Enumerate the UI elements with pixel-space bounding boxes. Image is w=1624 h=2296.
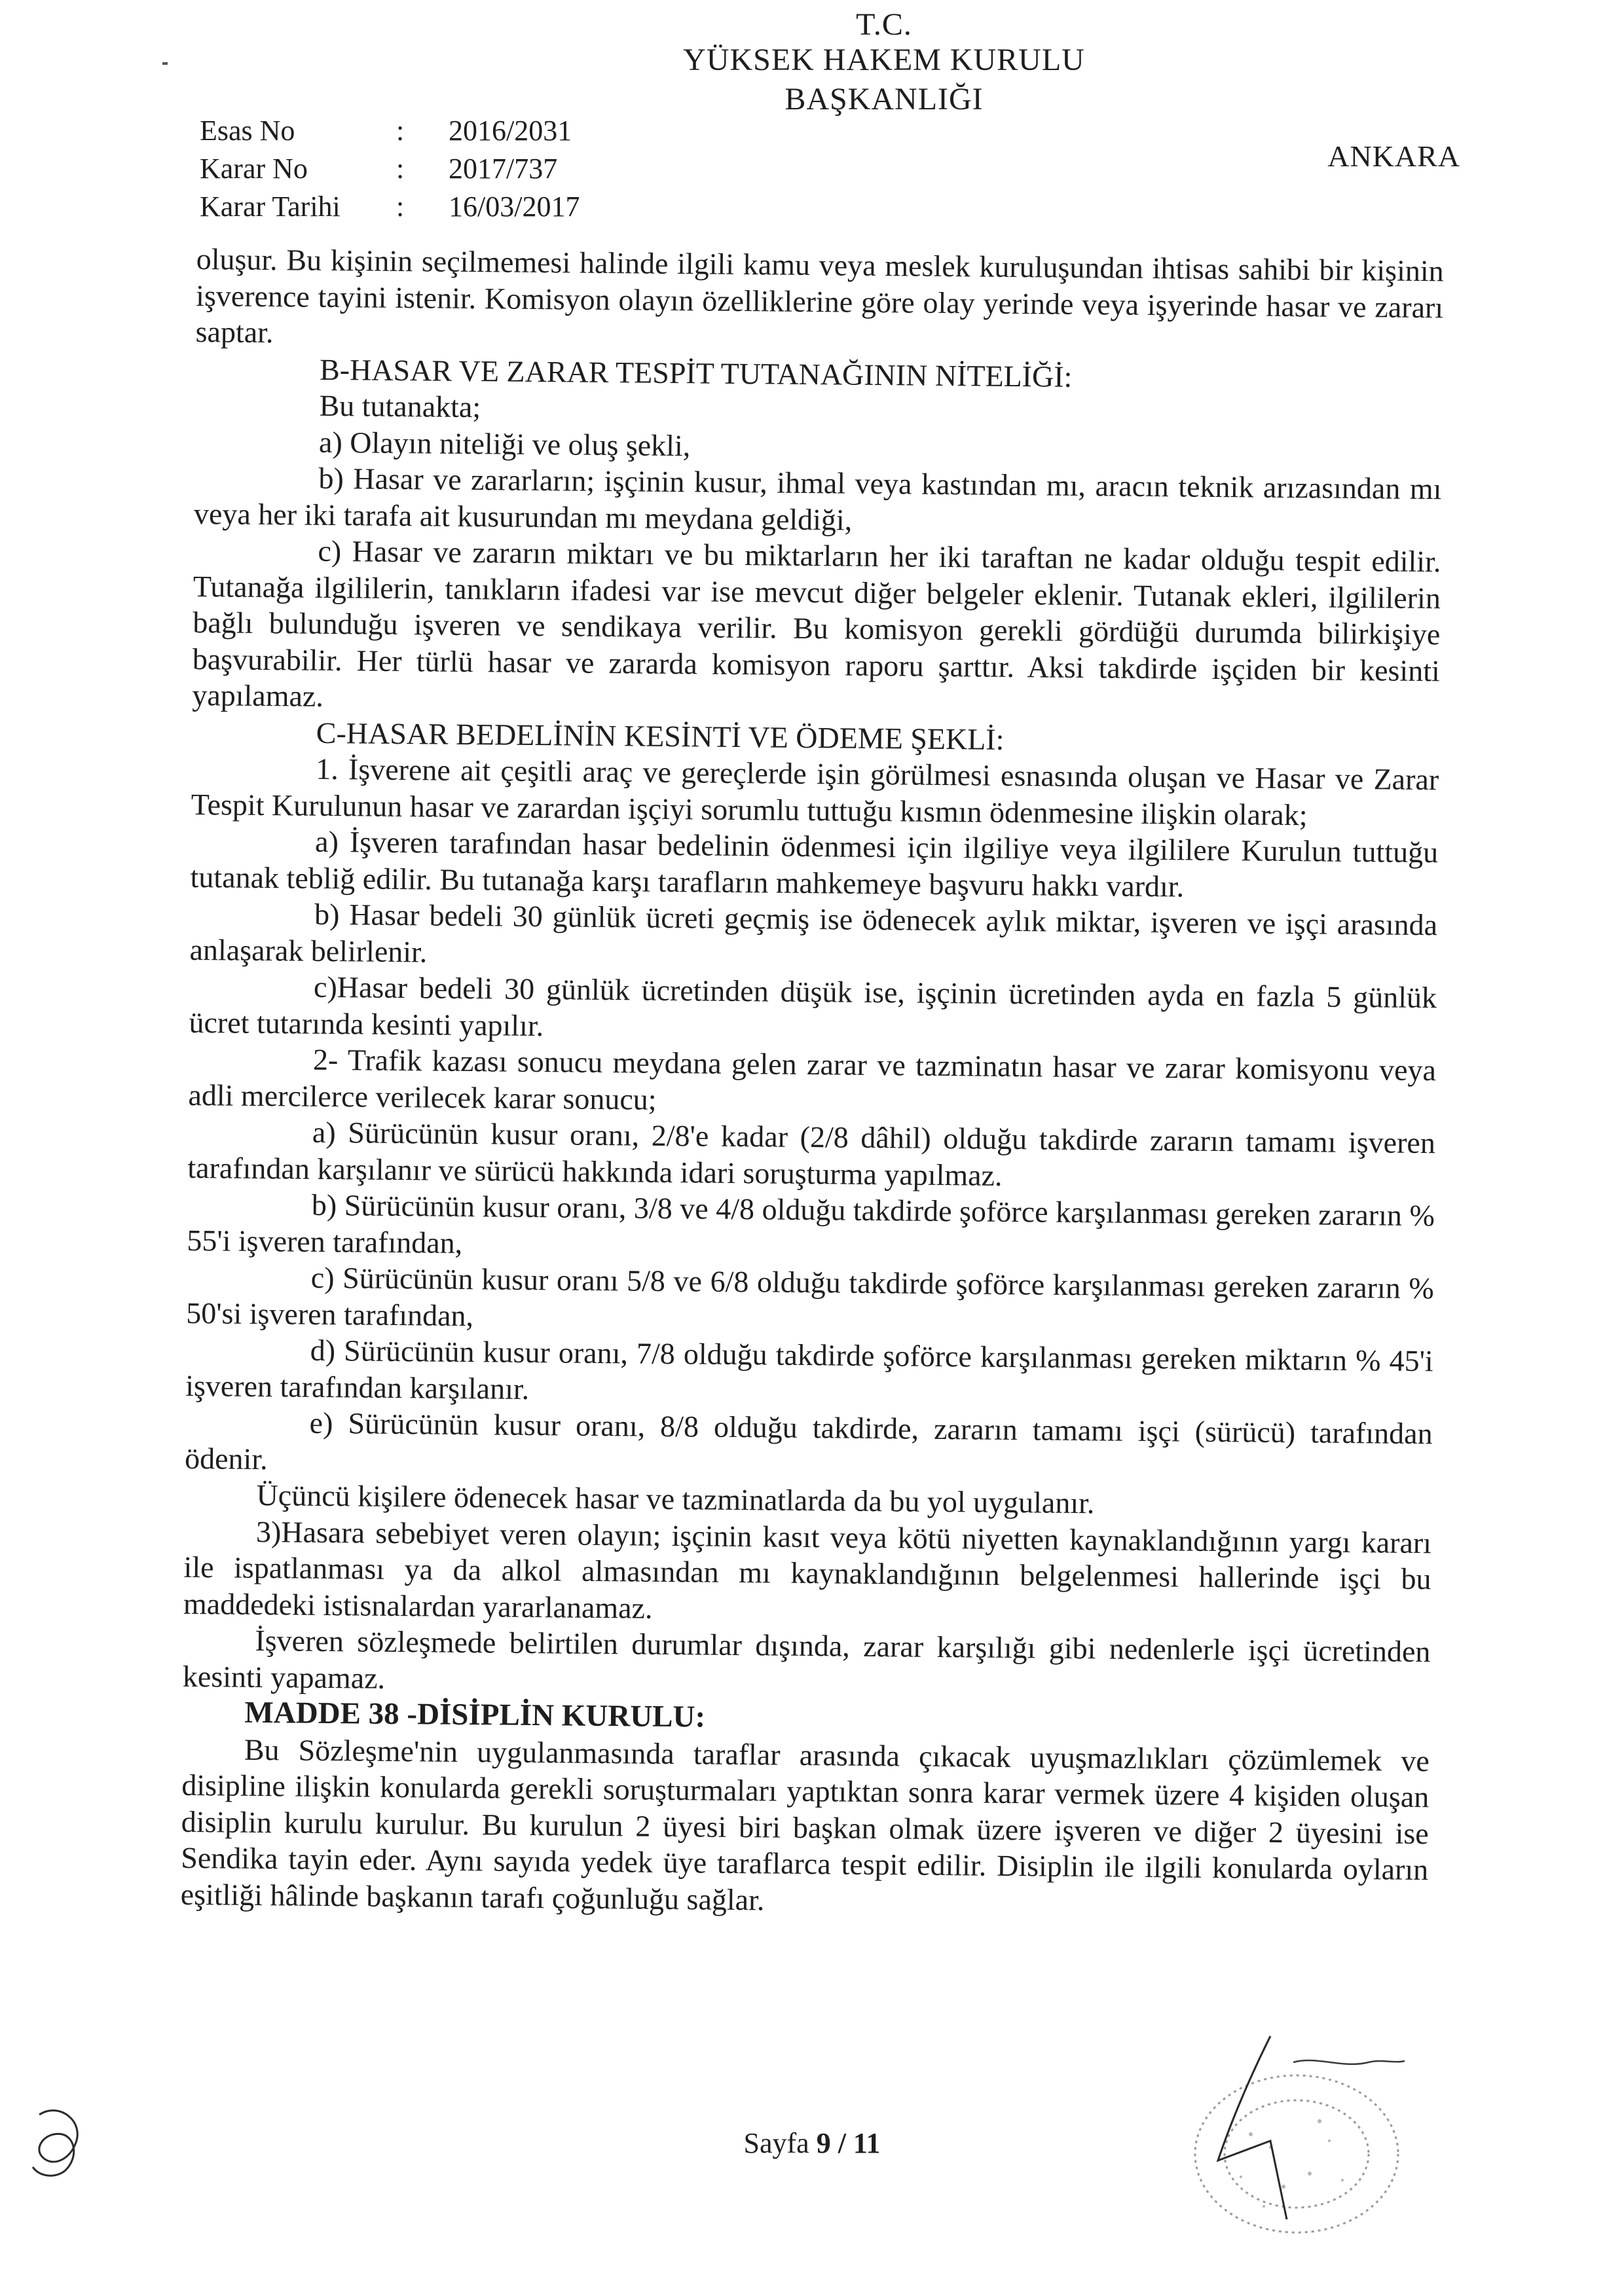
- signature-stroke: [1293, 2060, 1405, 2064]
- paragraph: oluşur. Bu kişinin seçilmemesi halinde ilgili kamu veya meslek kuruluşundan ihtisas sahibi bir kişinin işverence tayini istenir. Komisyon olayın özelliklerine göre olay yerinde veya işyerinde hasar ve zararı saptar.: [195, 242, 1444, 350]
- meta-label: Karar No: [200, 153, 308, 185]
- section-heading-b: B-HASAR VE ZARAR TESPİT TUTANAĞININ NİTELİĞİ:: [319, 352, 1073, 393]
- meta-row-tarih: [200, 187, 658, 227]
- official-stamp: [1172, 2023, 1447, 2239]
- meta-label: Karar Tarihi: [200, 191, 341, 223]
- scan-speck: [162, 62, 168, 65]
- meta-colon: :: [396, 115, 405, 147]
- paragraph: Bu Sözleşme'nin uygulanmasında taraflar arasında çıkacak uyuşmazlıkları çözümlemek ve disipline ilişkin konularda gerekli soruşturmaları yaptıktan sonra karar vermek üzere 4 kişiden oluşan disiplin kurulu kurulur. Bu kurulun 2 üyesi biri başkan olmak üzere işveren ve diğer 2 üyesini ise Sendika tayin eder. Aynı sayıda yedek üye taraflarca tespit edilir. Disiplin ile ilgili konularda oyların eşitliği hâlinde başkanın tarafı çoğunluğu sağlar.: [180, 1732, 1430, 1916]
- city-label: ANKARA: [1327, 139, 1460, 173]
- list-item: a) Olayın niteliği ve oluş şekli,: [318, 425, 691, 462]
- list-item: c) Sürücünün kusur oranı 5/8 ve 6/8 olduğu takdirde şoförce karşılanması gereken zararın % 50'si işveren tarafından,: [186, 1260, 1434, 1332]
- header-tc: T.C.: [856, 7, 912, 42]
- page-footer: [681, 2126, 943, 2160]
- paragraph: 3)Hasara sebebiyet veren olayın; işçinin kasıt veya kötü niyetten kaynaklandığının yargı kararı ile ispatlanması ya da alkol almasından mı kaynaklandığının belgelenmesi hallerinde işçi bu maddedeki istisnalardan yararlanamaz.: [183, 1514, 1432, 1625]
- list-item: b) Hasar ve zararların; işçinin kusur, ihmal veya kastından mı, aracın teknik arızasından mı veya her iki tarafa ait kusurundan mı meydana geldiği,: [193, 461, 1442, 537]
- paragraph: Üçüncü kişilere ödenecek hasar ve tazminatlarda da bu yol uygulanır.: [256, 1478, 1095, 1520]
- meta-value: 2017/737: [449, 153, 558, 185]
- stamp-texture: [1240, 2119, 1344, 2208]
- meta-value: 16/03/2017: [449, 191, 580, 223]
- stamp-ring-inner: [1225, 2100, 1369, 2208]
- list-item: a) İşveren tarafından hasar bedelinin ödenmesi için ilgiliye veya ilgililere Kurulun tuttuğu tutanak tebliğ edilir. Bu tutanağa karşı tarafların mahkemeye başvuru hakkı vardır.: [190, 824, 1439, 903]
- list-item: c)Hasar bedeli 30 günlük ücretinden düşük ise, işçinin ücretinden ayda en fazla 5 günlük ücret tutarında kesinti yapılır.: [189, 970, 1437, 1042]
- meta-row-karar: [200, 149, 658, 189]
- list-item: 1. İşverene ait çeşitli araç ve gereçlerde işin görülmesi esnasında oluşan ve Hasar ve Zarar Tespit Kurulunun hasar ve zarardan işçiyi sorumlu tuttuğu kısmın ödenmesine ilişkin olarak;: [191, 752, 1439, 831]
- header-presidency: BAŞKANLIĞI: [784, 82, 984, 117]
- list-item: e) Sürücünün kusur oranı, 8/8 olduğu takdirde, zararın tamamı işçi (sürücü) tarafından ödenir.: [184, 1406, 1433, 1476]
- article-heading: MADDE 38 -DİSİPLİN KURULU:: [244, 1695, 706, 1734]
- list-item: b) Sürücünün kusur oranı, 3/8 ve 4/8 olduğu takdirde şoförce karşılanması gereken zararın % 55'i işveren tarafından,: [187, 1188, 1435, 1260]
- section-heading-c: C-HASAR BEDELİNİN KESİNTİ VE ÖDEME ŞEKLİ:: [316, 716, 1005, 756]
- meta-value: 2016/2031: [449, 115, 572, 147]
- case-meta: [200, 111, 658, 236]
- page-prefix: Sayfa: [743, 2127, 817, 2159]
- list-item: c) Hasar ve zararın miktarı ve bu miktarların her iki taraftan ne kadar olduğu tespit edilir. Tutanağa ilgililerin, tanıkların ifadesi var ise mevcut diğer belgeler eklenir. Tutanak ekleri, ilgililerin bağlı bulunduğu işveren ve sendikaya verilir. Bu komisyon gerekli gördüğü durumda bilirkişiye başvurabilir. Her türlü hasar ve zararda komisyon raporu şarttır. Aksi takdirde işçiden bir kesinti yapılamaz.: [192, 534, 1441, 713]
- list-item: d) Sürücünün kusur oranı, 7/8 olduğu takdirde şoförce karşılanması gereken miktarın % 45'i işveren tarafından karşılanır.: [185, 1333, 1433, 1406]
- list-item: 2- Trafik kazası sonucu meydana gelen zarar ve tazminatın hasar ve zarar komisyonu veya adli mercilerce verilecek karar sonucu;: [188, 1042, 1437, 1116]
- meta-row-esas: [200, 111, 658, 151]
- document-body: [180, 241, 1443, 1924]
- list-item: b) Hasar bedeli 30 günlük ücreti geçmiş ise ödenecek aylık miktar, işveren ve işçi arasında anlaşarak belirlenir.: [189, 897, 1438, 968]
- header-institution: YÜKSEK HAKEM KURULU: [683, 43, 1085, 77]
- page-number: 9 / 11: [816, 2127, 881, 2159]
- paragraph: İşveren sözleşmede belirtilen durumlar dışında, zarar karşılığı gibi nedenlerle işçi ücretinden kesinti yapamaz.: [182, 1623, 1431, 1695]
- handwritten-mark: [13, 2095, 105, 2187]
- list-item: a) Sürücünün kusur oranı, 2/8'e kadar (2/8 dâhil) olduğu takdirde zararın tamamı işveren tarafından karşılanır ve sürücü hakkında idari soruşturma yapılmaz.: [187, 1115, 1436, 1192]
- meta-colon: :: [396, 191, 405, 223]
- meta-colon: :: [396, 153, 405, 185]
- meta-label: Esas No: [200, 115, 295, 147]
- signature-stroke: [1218, 2036, 1287, 2219]
- paragraph: Bu tutanakta;: [319, 388, 481, 424]
